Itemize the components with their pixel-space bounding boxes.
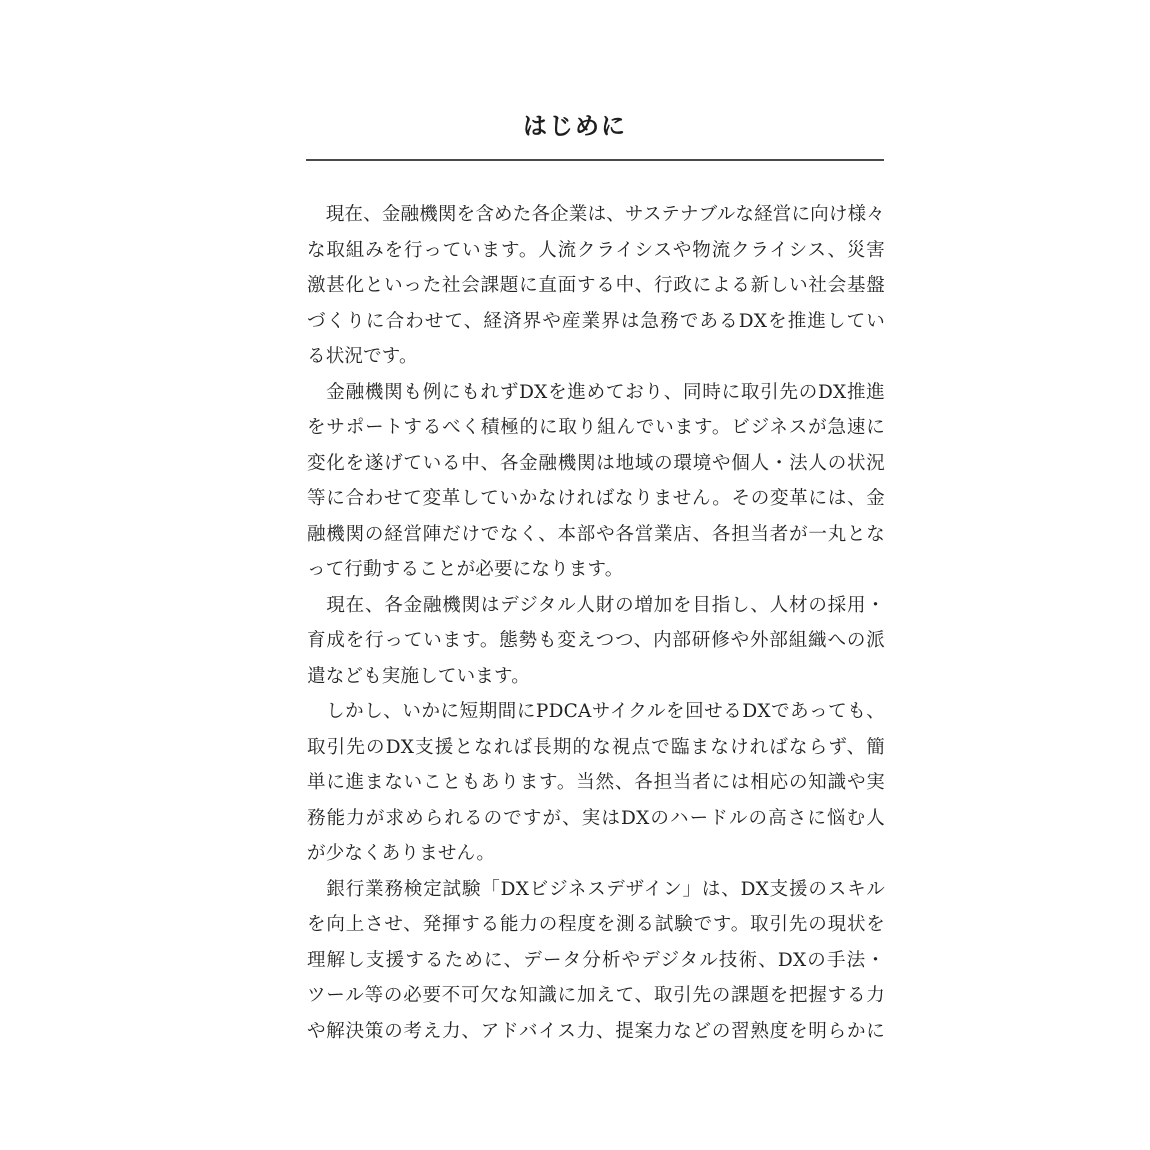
text-line: な取組みを行っています。人流クライシスや物流クライシス、災害: [307, 239, 885, 261]
text-line: を向上させ、発揮する能力の程度を測る試験です。取引先の現状を: [307, 914, 885, 935]
body-text: [307, 197, 885, 1049]
text-line: 現在、各金融機関はデジタル人財の増加を目指し、人材の採用・: [307, 594, 885, 616]
text-line: 金融機関も例にもれずDXを進めており、同時に取引先のDX推進: [307, 381, 885, 403]
text-line: が少なくありません。: [307, 843, 496, 864]
text-line: 単に進まないこともあります。当然、各担当者には相応の知識や実: [307, 772, 885, 793]
text-line: 遣なども実施しています。: [307, 665, 530, 687]
page-title: はじめに: [523, 111, 627, 140]
text-line: 取引先のDX支援となれば長期的な視点で臨まなければならず、簡: [307, 736, 885, 758]
text-line: 銀行業務検定試験「DXビジネスデザイン」は、DX支援のスキル: [307, 878, 885, 900]
text-line: 育成を行っています。態勢も変えつつ、内部研修や外部組織への派: [307, 630, 885, 651]
text-line: 現在、金融機関を含めた各企業は、サステナブルな経営に向け様々: [307, 204, 885, 225]
text-line: って行動することが必要になります。: [307, 559, 624, 580]
text-line: 激甚化といった社会課題に直面する中、行政による新しい社会基盤: [307, 275, 885, 296]
text-line: や解決策の考え力、アドバイス力、提案力などの習熟度を明らかに: [307, 1020, 885, 1042]
text-line: 務能力が求められるのですが、実はDXのハードルの高さに悩む人: [307, 807, 885, 829]
text-line: をサポートするべく積極的に取り組んでいます。ビジネスが急速に: [307, 417, 885, 438]
text-line: しかし、いかに短期間にPDCAサイクルを回せるDXであっても、: [307, 701, 885, 722]
text-line: る状況です。: [307, 346, 418, 367]
title-divider: [306, 159, 884, 161]
text-line: 等に合わせて変革していかなければなりません。その変革には、金: [307, 488, 885, 509]
text-line: 変化を遂げている中、各金融機関は地域の環境や個人・法人の状況: [307, 452, 885, 474]
text-line: ツール等の必要不可欠な知識に加えて、取引先の課題を把握する力: [307, 985, 885, 1006]
text-line: づくりに合わせて、経済界や産業界は急務であるDXを推進してい: [307, 310, 885, 332]
text-line: 理解し支援するために、データ分析やデジタル技術、DXの手法・: [307, 949, 885, 971]
text-line: 融機関の経営陣だけでなく、本部や各営業店、各担当者が一丸とな: [307, 523, 885, 545]
